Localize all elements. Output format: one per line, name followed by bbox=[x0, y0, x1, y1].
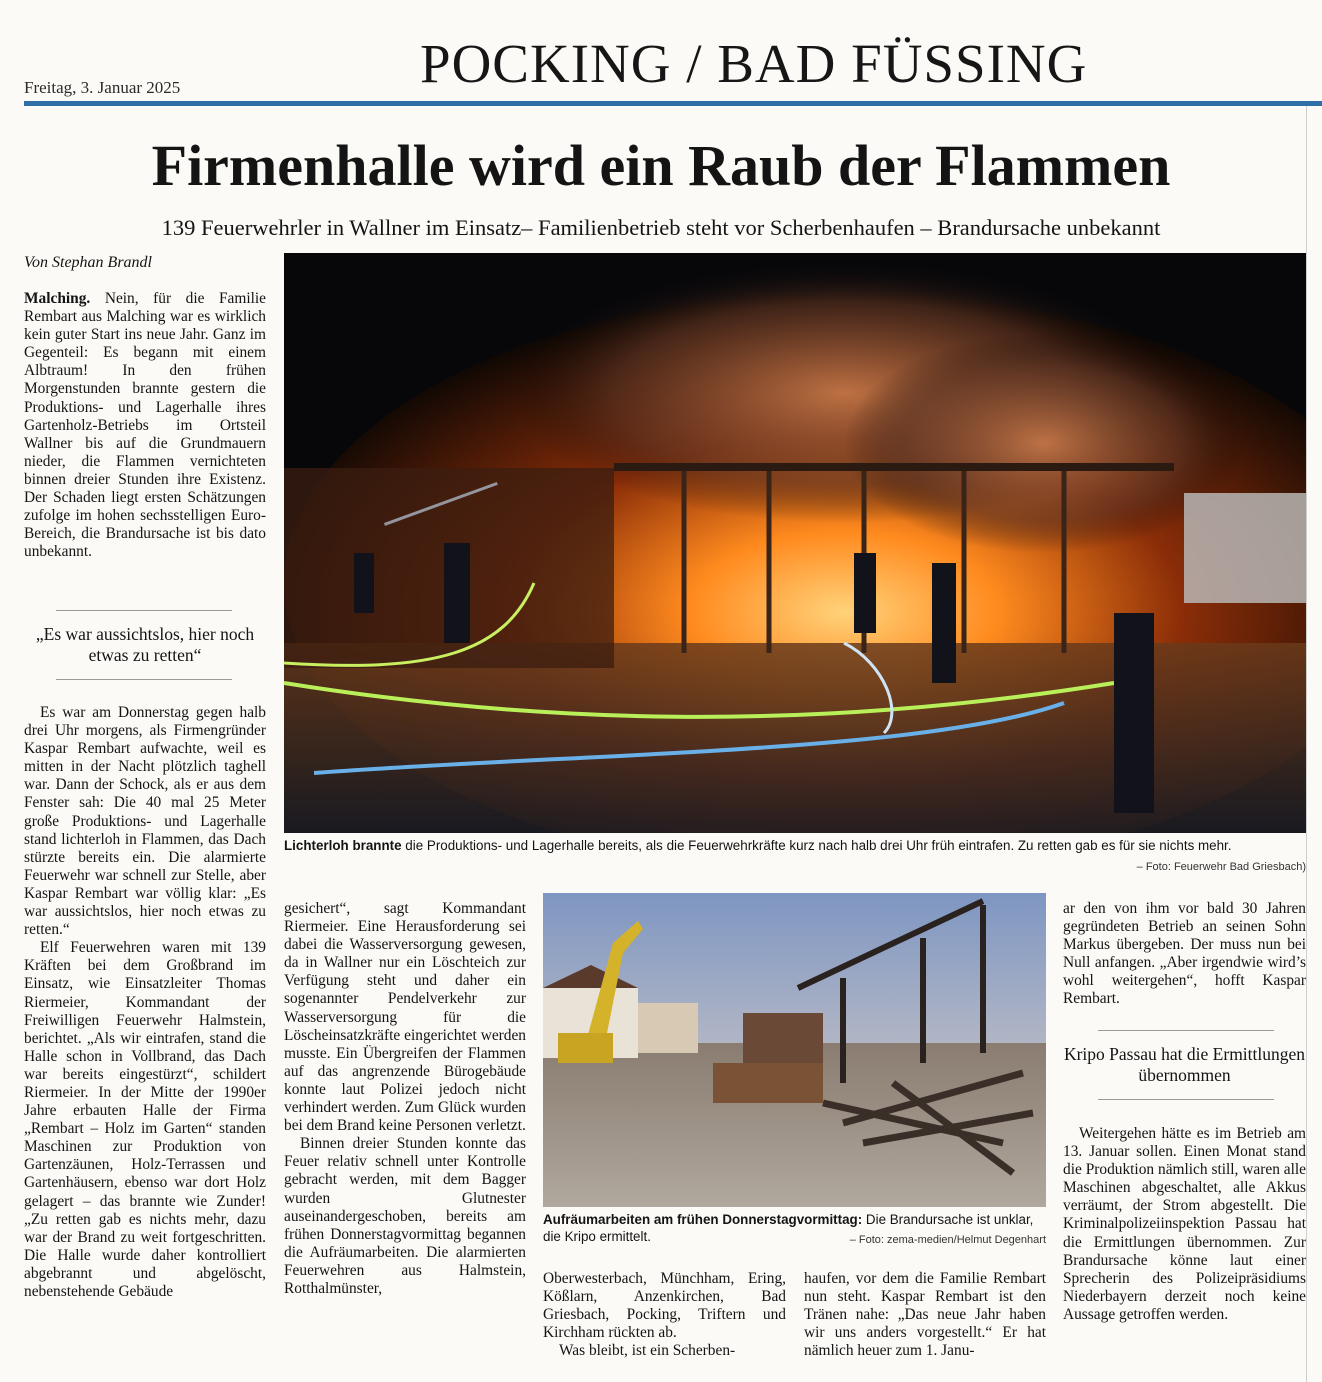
section-title: POCKING / BAD FÜSSING bbox=[420, 33, 1088, 94]
quote-rule-top bbox=[56, 610, 232, 611]
fire-photo bbox=[284, 253, 1306, 833]
caption-text: die Produktions- und Lagerhalle bereits, als die Feuerwehrkräfte kurz nach halb drei Uhr früh eintrafen. Zu retten gab es für sie nichts mehr. bbox=[405, 838, 1232, 853]
article-byline: Von Stephan Brandl bbox=[24, 254, 152, 271]
issue-date: Freitag, 3. Januar 2025 bbox=[24, 78, 181, 97]
sub-heading: Kripo Passau hat die Ermittlungen übernommen bbox=[1063, 1044, 1306, 1085]
cleanup-photo bbox=[543, 893, 1046, 1207]
column-3 bbox=[543, 1270, 786, 1360]
quote-rule-bottom bbox=[56, 679, 232, 680]
paragraph: Es war am Donnerstag gegen halb drei Uhr morgens, als Firmengründer Kaspar Rembart aufwachte, weil es mitten in der Nacht plötzlich taghell war. Dann der Schock, als er aus dem Fenster sah: Die 40 mal 25 Meter große Produktions- und Lagerhalle stand lichterloh in Flammen, das Dach stürzte bereits ein. Die alarmierte Feuerwehr war schnell zur Stelle, aber Kaspar Rembart war völlig klar: „Es war aussichtslos, hier noch etwas zu retten.“ bbox=[24, 704, 266, 939]
paragraph: Was bleibt, ist ein Scherben- bbox=[559, 1342, 736, 1360]
paragraph: ar den von ihm vor bald 30 Jahren gegründeten Betrieb an seinen Sohn Markus übergeben. Der muss nun bei Null anfangen. „Aber irgendwie wird’s wohl weitergehen“, hofft Kaspar Rembart. bbox=[1063, 900, 1306, 1008]
paragraph: gesichert“, sagt Kommandant Riermeier. Eine Herausforderung sei dabei die Wasserversorgung gewesen, da in Wallner nur ein Löschteich zur Verfügung steht und daher ein sogenannter Pendelverkehr zur Wasserversorgung für die Löscheinsatzkräfte eingerichtet werden musste. Ein Übergreifen der Flammen auf das angrenzende Bürogebäude konnte laut Polizei jedoch nicht verhindert werden. Zum Glück wurden bei dem Brand keine Personen verletzt. bbox=[284, 900, 526, 1135]
lead-paragraph: Nein, für die Familie Rembart aus Malching war es wirklich kein guter Start ins neue Jahr. Ganz im Gegenteil: Es begann mit einem Albtraum! In den frühen Morgenstunden brannte gestern die Produktions- und Lagerhalle ihres Gartenholz-Betriebs im Ortsteil Wallner bis auf die Grundmauern nieder, die Flammen vernichteten binnen dreier Stunden ihre Existenz. Der Schaden liegt ersten Schätzungen zufolge im hohen sechsstelligen Euro-Bereich, die Brandursache ist bis dato unbekannt. bbox=[24, 290, 266, 561]
paragraph: haufen, vor dem die Familie Rembart nun steht. Kaspar Rembart ist den Tränen nahe: „Das neue Jahr haben wir uns anders vorgestellt.“ Er hat nämlich heuer zum 1. Janu- bbox=[804, 1270, 1046, 1360]
column-5-bottom bbox=[1063, 1125, 1306, 1324]
cleanup-photo-credit: – Foto: zema-medien/Helmut Degenhart bbox=[849, 1234, 1046, 1246]
column-1-top bbox=[24, 290, 266, 561]
subheading-rule-top bbox=[1098, 1030, 1274, 1031]
paragraph: Weitergehen hätte es im Betrieb am 13. Januar sollen. Einen Monat stand die Produktion nämlich still, waren alle Maschinen abgeschaltet, alle Akkus verräumt, der Strom abgestellt. Die Kriminalpolizeiinspektion Passau hat die Ermittlungen übernommen. Zur Brandursache könne laut einer Sprecherin des Polizeipräsidiums Niederbayern derzeit noch keine Aussage getroffen werden. bbox=[1063, 1125, 1306, 1323]
subheading-rule-bottom bbox=[1098, 1099, 1274, 1100]
header-rule bbox=[24, 101, 1322, 106]
fire-photo-caption bbox=[284, 837, 1306, 854]
column-5-top bbox=[1063, 900, 1306, 1009]
quote-heading: „Es war aussichtslos, hier noch etwas zu retten“ bbox=[35, 624, 255, 665]
fire-photo-image bbox=[284, 253, 1306, 833]
column-4 bbox=[804, 1270, 1046, 1360]
column-1-bottom bbox=[24, 704, 266, 1301]
paragraph: Binnen dreier Stunden konnte das Feuer relativ schnell unter Kontrolle gebracht werden, mit dem Bagger wurden Glutnester auseinandergeschoben, bereits am frühen Donnerstagvormittag begannen die Aufräumarbeiten. Die alarmierten Feuerwehren aus Halmstein, Rotthalmünster, bbox=[284, 1135, 526, 1297]
article-subhead: 139 Feuerwehrler in Wallner im Einsatz– Familienbetrieb steht vor Scherbenhaufen – Brandursache unbekannt bbox=[161, 215, 1161, 240]
cleanup-photo-image bbox=[543, 893, 1046, 1207]
paragraph: Oberwesterbach, Münchham, Ering, Kößlarn, Anzenkirchen, Bad Griesbach, Pocking, Triftern und Kirchham rückten ab. bbox=[543, 1270, 786, 1342]
column-2 bbox=[284, 900, 526, 1298]
caption-text: Die Brandursache ist unklar, die Kripo ermittelt. bbox=[543, 1212, 1034, 1244]
dateline: Malching. bbox=[24, 290, 91, 307]
caption-bold: Aufräumarbeiten am frühen Donnerstagvormittag: bbox=[543, 1212, 863, 1227]
right-margin-rule bbox=[1306, 106, 1307, 1382]
fire-photo-credit: – Foto: Feuerwehr Bad Griesbach) bbox=[1136, 861, 1306, 873]
paragraph: Elf Feuerwehren waren mit 139 Kräften bei dem Großbrand im Einsatz, wie Einsatzleiter Thomas Riermeier, Kommandant der Freiwilligen Feuerwehr Halmstein, berichtet. „Als wir eintrafen, stand die Halle schon in Vollbrand, das Dach war bereits eingestürzt“, schildert Riermeier. In der Mitte der 1990er Jahre erbauten Halle der Firma „Rembart – Holz im Garten“ standen Maschinen zur Produktion von Gartenzäunen, Holz-Terrassen und Gartenhäusern, ebenso war dort Holz gelagert – das brannte wie Zunder! „Zu retten gab es nichts mehr, dazu war der Brand zu weit fortgeschritten. Die Halle wurde daher kontrolliert abgebrannt und abgelöscht, nebenstehende Gebäude bbox=[24, 939, 266, 1300]
article-headline: Firmenhalle wird ein Raub der Flammen bbox=[151, 133, 1171, 198]
caption-bold: Lichterloh brannte bbox=[284, 838, 402, 853]
